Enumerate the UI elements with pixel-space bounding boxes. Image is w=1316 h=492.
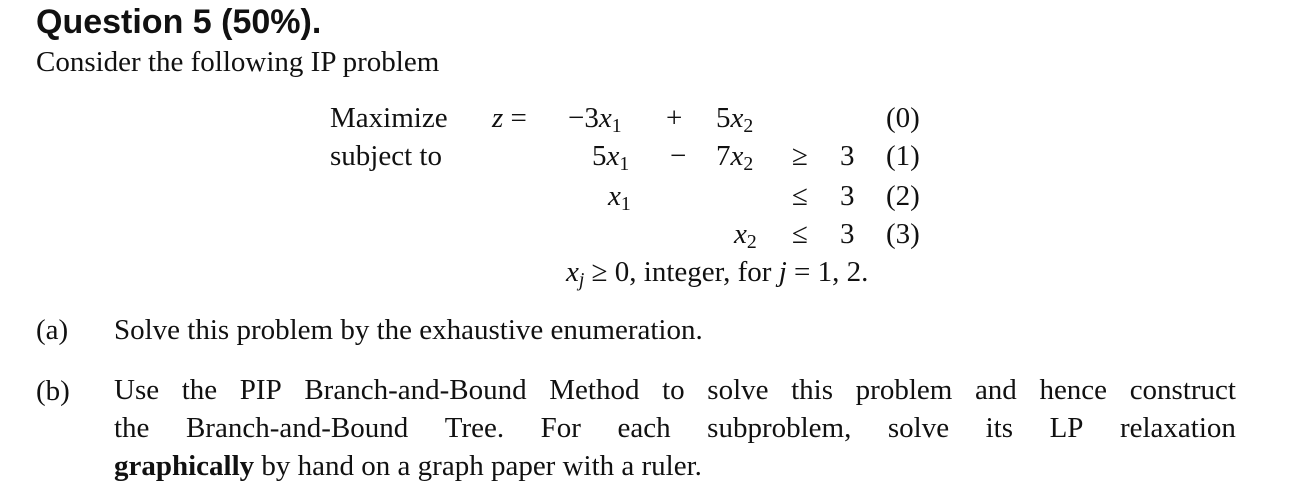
part-b-line-1 — [114, 371, 1236, 409]
word: relaxation — [1119, 412, 1236, 444]
word: Method — [549, 374, 640, 406]
maximize-label: Maximize — [330, 102, 448, 134]
word: solve — [707, 374, 769, 406]
word: each — [617, 412, 671, 444]
word: PIP — [239, 374, 282, 406]
word: and — [974, 374, 1017, 406]
eq-number-1: (1) — [886, 140, 920, 172]
c1-relation: ≥ — [792, 140, 808, 172]
intro-text: Consider the following IP problem — [36, 46, 440, 78]
word: the — [114, 412, 150, 444]
part-a-text: Solve this problem by the exhaustive enumeration. — [114, 314, 703, 346]
word: solve — [887, 412, 950, 444]
word: LP — [1049, 412, 1084, 444]
word: to — [662, 374, 685, 406]
c3-rhs: 3 — [840, 218, 855, 250]
c1-term-2: $7x_2$ — [716, 140, 754, 175]
word: this — [791, 374, 834, 406]
word: Branch-and-Bound — [304, 374, 527, 406]
obj-term-1: $-3x_1$ — [568, 102, 622, 137]
subject-to-label: subject to — [330, 140, 442, 172]
eq-number-2: (2) — [886, 180, 920, 212]
word: construct — [1129, 374, 1236, 406]
c1-operator: − — [670, 140, 687, 172]
word: subproblem, — [707, 412, 852, 444]
c2-rhs: 3 — [840, 180, 855, 212]
c1-term-1: $5x_1$ — [592, 140, 630, 175]
c3-term-2: $x_2$ — [734, 218, 757, 253]
c1-rhs: 3 — [840, 140, 855, 172]
word: Branch-and-Bound — [185, 412, 409, 444]
part-b-line-2 — [114, 409, 1236, 447]
c3-relation: ≤ — [792, 218, 808, 250]
obj-operator: + — [666, 102, 683, 134]
part-b-text — [114, 371, 1236, 485]
part-b-label: (b) — [36, 375, 70, 407]
domain-constraint: $x_j \ge 0$, integer, for j = 1, 2. — [566, 256, 869, 291]
word: its — [985, 412, 1014, 444]
word: problem — [855, 374, 953, 406]
word: For — [540, 412, 581, 444]
obj-term-2: $5x_2$ — [716, 102, 754, 137]
question-heading: Question 5 (50%). — [36, 3, 322, 41]
word: the — [181, 374, 218, 406]
c2-relation: ≤ — [792, 180, 808, 212]
word: Tree. — [444, 412, 505, 444]
word: Use — [114, 374, 160, 406]
emphasis-graphically: graphically — [114, 450, 255, 482]
part-a-label: (a) — [36, 314, 69, 346]
word: hence — [1039, 374, 1108, 406]
part-b-line-3: graphically by hand on a graph paper with a ruler. — [114, 450, 702, 482]
objective-z: z = — [492, 102, 527, 134]
eq-number-0: (0) — [886, 102, 920, 134]
eq-number-3: (3) — [886, 218, 920, 250]
c2-term-1: $x_1$ — [608, 180, 631, 215]
